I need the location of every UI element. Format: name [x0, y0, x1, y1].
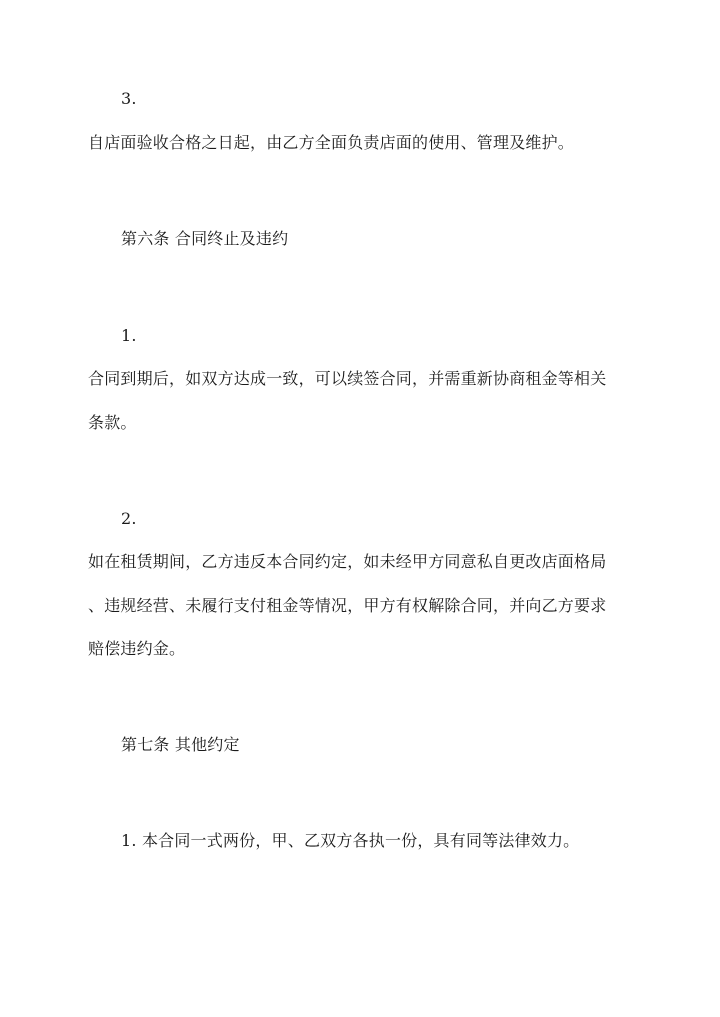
article-6-item-2-line-2: 、违规经营、未履行支付租金等情况，甲方有权解除合同，并向乙方要求	[88, 596, 607, 615]
article-6-item-2-number: 2.	[121, 509, 137, 528]
item-3-number: 3.	[121, 89, 137, 108]
article-6-heading: 第六条 合同终止及违约	[121, 229, 289, 248]
article-6-item-1-number: 1.	[121, 326, 137, 345]
article-6-item-2-line-1: 如在租赁期间，乙方违反本合同约定，如未经甲方同意私自更改店面格局	[88, 552, 607, 571]
article-7-heading: 第七条 其他约定	[121, 735, 240, 754]
article-6-item-1-line-2: 条款。	[88, 413, 137, 432]
article-6-item-2-line-3: 赔偿违约金。	[88, 639, 186, 658]
item-3-text: 自店面验收合格之日起，由乙方全面负责店面的使用、管理及维护。	[88, 133, 575, 152]
article-7-item-1: 1. 本合同一式两份，甲、乙双方各执一份，具有同等法律效力。	[121, 831, 580, 850]
article-6-item-1-line-1: 合同到期后，如双方达成一致，可以续签合同，并需重新协商租金等相关	[88, 369, 607, 388]
